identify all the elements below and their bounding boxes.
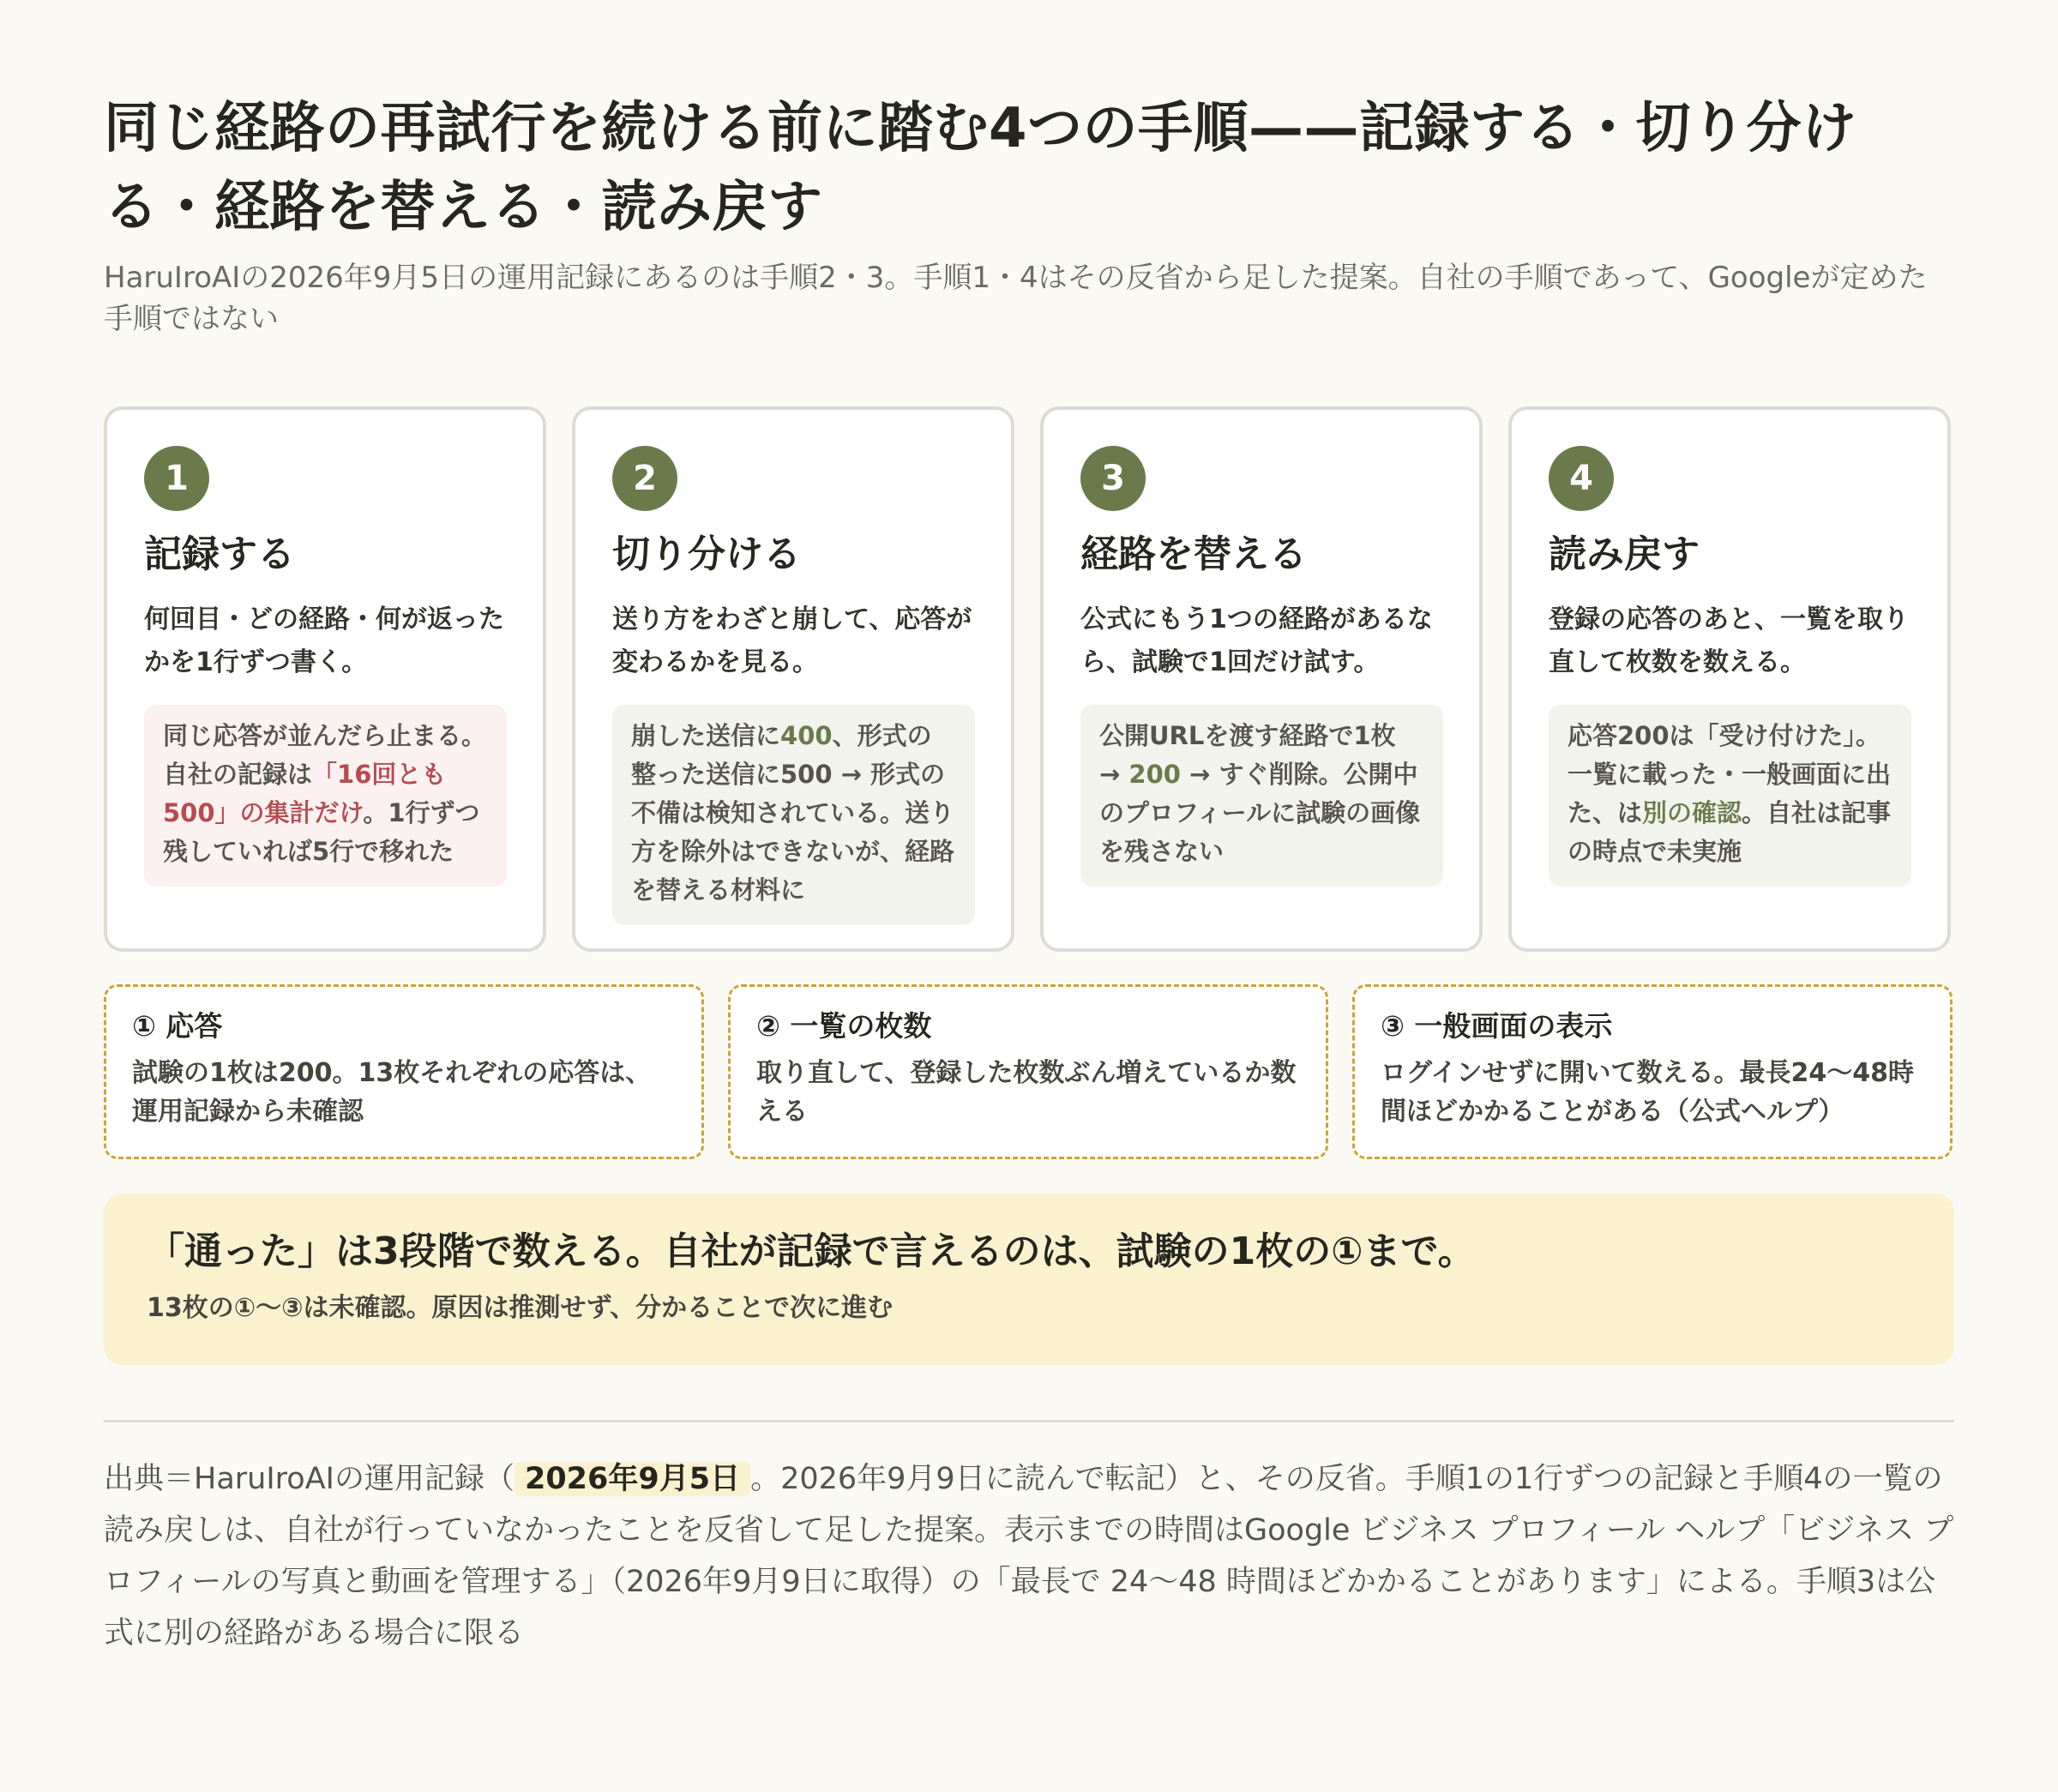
step-note bbox=[1549, 705, 1911, 887]
definition-body: 取り直して、登録した枚数ぶん増えているか数える bbox=[756, 1058, 1297, 1127]
step-number-badge: 4 bbox=[1549, 446, 1614, 511]
definition-card-list-count bbox=[728, 984, 1328, 1159]
note-text: 。自社は記事の時点で未実施 bbox=[1568, 798, 1892, 866]
step-description: 登録の応答のあと、一覧を取り直して枚数を数える。 bbox=[1549, 604, 1909, 677]
source-text: 出典＝HaruIroAIの運用記録（ bbox=[104, 1462, 514, 1496]
step-note bbox=[612, 705, 975, 925]
note-text: 同じ応答が並んだら止まる。自社の記録は bbox=[163, 721, 487, 789]
summary-callout bbox=[104, 1194, 1954, 1365]
definition-title: ② 一覧の枚数 bbox=[756, 1009, 932, 1043]
step-title: 読み戻す bbox=[1549, 532, 1700, 576]
note-text: 。1行ずつ残していれば5行で移れた bbox=[163, 798, 480, 866]
source-text: 。2026年9月9日に読んで転記）と、その反省。手順1の1行ずつの記録と手順4の一覧の読み戻しは、自社が行っていなかったことを反省して足した提案。表示までの時間はGoogle ビジネス プロフィール ヘルプ「ビジネス プロフィールの写真と動画を管理する」（2026年9月9日に取得）の「最長で 24〜48 時間ほどかかることがあります」による。手順3は公式に別の経路がある場合に限る bbox=[104, 1462, 1954, 1651]
divider bbox=[104, 1420, 1954, 1422]
page-title: 同じ経路の再試行を続ける前に踏む4つの手順——記録する・切り分ける・経路を替える・読み戻す bbox=[104, 97, 1857, 239]
step-note bbox=[1080, 705, 1443, 887]
step-card-1 bbox=[104, 406, 546, 952]
step-card-2 bbox=[572, 406, 1014, 952]
note-text: 応答200は「受け付けた」。一覧に載った・一般画面に出た、は bbox=[1568, 721, 1892, 827]
note-text: 公開URLを渡す経路で1枚 → bbox=[1099, 721, 1396, 789]
note-text: 崩した送信に bbox=[631, 721, 781, 750]
step-card-4 bbox=[1508, 406, 1951, 952]
step-number-badge: 2 bbox=[612, 446, 677, 511]
definitions-row bbox=[104, 984, 1954, 1159]
step-description: 何回目・どの経路・何が返ったかを1行ずつ書く。 bbox=[144, 604, 504, 677]
step-card-3 bbox=[1040, 406, 1483, 952]
step-description: 公式にもう1つの経路があるなら、試験で1回だけ試す。 bbox=[1080, 604, 1433, 677]
source-date-highlight: 2026年9月5日 bbox=[514, 1462, 750, 1496]
note-emphasis: 200 bbox=[1128, 760, 1181, 789]
step-title: 切り分ける bbox=[612, 532, 801, 576]
definition-title: ③ 一般画面の表示 bbox=[1381, 1009, 1613, 1043]
summary-subtext: 13枚の①〜③は未確認。原因は推測せず、分かることで次に進む bbox=[147, 1293, 894, 1323]
note-emphasis: 「16回とも500」の集計だけ bbox=[163, 760, 447, 827]
steps-row bbox=[104, 406, 1954, 952]
definition-card-public-display bbox=[1352, 984, 1953, 1159]
definition-card-response bbox=[104, 984, 704, 1159]
step-note bbox=[144, 705, 507, 887]
step-description: 送り方をわざと崩して、応答が変わるかを見る。 bbox=[612, 604, 972, 677]
note-text: 、形式の整った送信に500 → 形式の不備は検知されている。送り方を除外はできないが、経路を替える材料に bbox=[631, 721, 955, 905]
definition-body: 試験の1枚は200。13枚それぞれの応答は、運用記録から未確認 bbox=[132, 1058, 652, 1127]
step-title: 記録する bbox=[144, 532, 295, 576]
page-subtitle: HaruIroAIの2026年9月5日の運用記録にあるのは手順2・3。手順1・4はその反省から足した提案。自社の手順であって、Googleが定めた手順ではない bbox=[104, 261, 1928, 336]
definition-body: ログインせずに開いて数える。最長24〜48時間ほどかかることがある（公式ヘルプ） bbox=[1381, 1058, 1914, 1127]
definition-title: ① 応答 bbox=[132, 1009, 223, 1043]
note-emphasis: 400 bbox=[780, 721, 833, 750]
note-text: → すぐ削除。公開中のプロフィールに試験の画像を残さない bbox=[1099, 760, 1421, 866]
note-emphasis: 別の確認 bbox=[1642, 798, 1742, 827]
summary-headline: 「通った」は3段階で数える。自社が記録で言えるのは、試験の1枚の①まで。 bbox=[147, 1230, 1476, 1273]
step-number-badge: 3 bbox=[1080, 446, 1146, 511]
step-number-badge: 1 bbox=[144, 446, 209, 511]
source-note bbox=[104, 1453, 1954, 1659]
step-title: 経路を替える bbox=[1080, 532, 1307, 576]
